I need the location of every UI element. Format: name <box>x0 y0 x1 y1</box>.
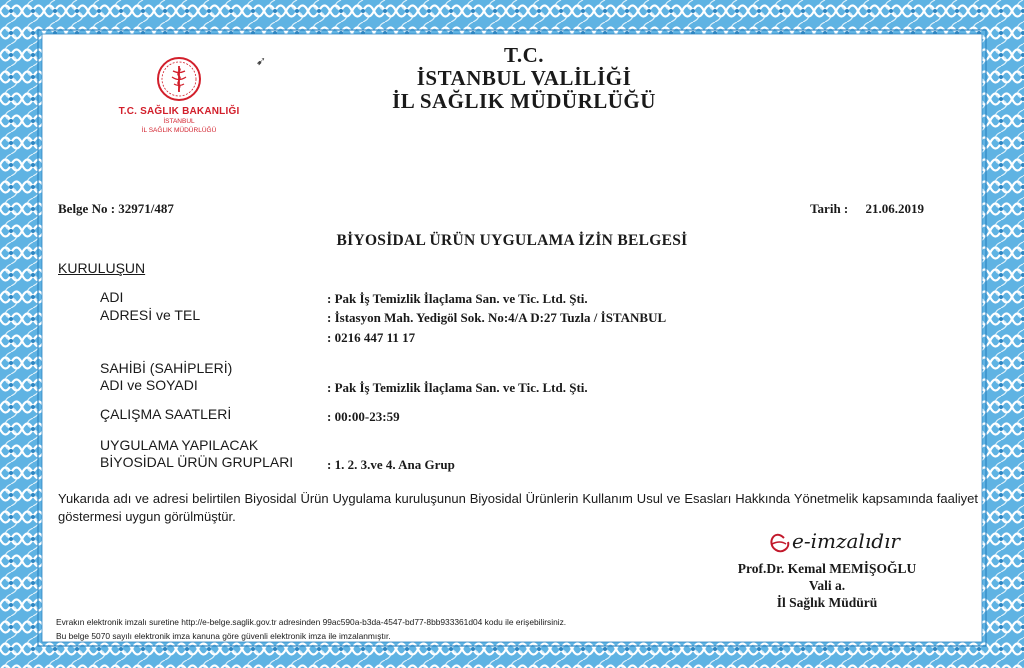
field-value-owner: : Pak İş Temizlik İlaçlama San. ve Tic. Ltd. Şti. <box>327 380 588 395</box>
field-label-owner: SAHİBİ (SAHİPLERİ) <box>100 360 233 376</box>
ministry-emblem-icon <box>156 56 202 102</box>
approval-paragraph: Yukarıda adı ve adresi belirtilen Biyosidal Ürün Uygulama kuruluşunun Biyosidal Ürünlerin Kullanım Usul ve Esasları Hakkında Yönetmelik kapsamında faaliyet göstermesi uygun görülmüştür. <box>58 491 978 524</box>
footer-verification-line: Evrakın elektronik imzalı suretine http://e-belge.saglik.gov.tr adresinden 99ac590a-b3da-4547-bd77-8bb933361d04 kodu ile erişebilirsiniz. <box>56 617 567 627</box>
e-signature-text: e-imzalıdır <box>792 529 900 553</box>
verification-footer <box>56 615 776 643</box>
field-value-address: : İstasyon Mah. Yedigöl Sok. No:4/A D:27 Tuzla / İSTANBUL <box>327 310 667 325</box>
signatory-block <box>712 560 942 611</box>
document-date-value: 21.06.2019 <box>865 201 924 216</box>
field-label-groups-2: BİYOSİDAL ÜRÜN GRUPLARI <box>100 454 294 470</box>
field-label-address: ADRESİ ve TEL <box>100 307 201 323</box>
document-date-label: Tarih : <box>810 201 849 216</box>
header-line-tc: T.C. <box>503 43 545 67</box>
signatory-name: Prof.Dr. Kemal MEMİŞOĞLU <box>737 561 917 576</box>
e-signature-mark <box>764 524 904 558</box>
field-value-groups: : 1. 2. 3.ve 4. Ana Grup <box>327 457 455 472</box>
signatory-title-2: İl Sağlık Müdürü <box>776 595 878 610</box>
document-number-value: 32971/487 <box>118 201 174 216</box>
field-label-groups-1: UYGULAMA YAPILACAK <box>100 437 259 453</box>
footer-law-line: Bu belge 5070 sayılı elektronik imza kanuna göre güvenli elektronik imza ile imzalanmıştır. <box>56 631 391 641</box>
logo-sub-directorate: İL SAĞLIK MÜDÜRLÜĞÜ <box>141 127 217 134</box>
section-title: KURULUŞUN <box>58 260 146 276</box>
header-line-mudurluk: İL SAĞLIK MÜDÜRLÜĞÜ <box>392 89 656 113</box>
field-value-phone: : 0216 447 11 17 <box>327 330 416 345</box>
header-line-valilik: İSTANBUL VALİLİĞİ <box>416 66 632 90</box>
document-title: BİYOSİDAL ÜRÜN UYGULAMA İZİN BELGESİ <box>336 232 688 249</box>
document-number-label: Belge No : <box>58 201 116 216</box>
field-value-hours: : 00:00-23:59 <box>327 409 400 424</box>
logo-sub-city: İSTANBUL <box>163 118 195 125</box>
field-value-name: : Pak İş Temizlik İlaçlama San. ve Tic. Ltd. Şti. <box>327 291 588 306</box>
document-header <box>324 44 724 113</box>
field-label-owner-name: ADI ve SOYADI <box>100 377 198 393</box>
signatory-title-1: Vali a. <box>808 578 846 593</box>
document-date <box>810 201 924 217</box>
ministry-logo <box>94 54 267 135</box>
arrow-mark-icon: ➹ <box>256 54 267 68</box>
certificate-content <box>44 36 980 640</box>
field-label-name: ADI <box>100 289 124 305</box>
document-number <box>58 201 174 217</box>
logo-title: T.C. SAĞLIK BAKANLIĞI <box>118 106 240 117</box>
field-label-hours: ÇALIŞMA SAATLERİ <box>100 406 232 422</box>
